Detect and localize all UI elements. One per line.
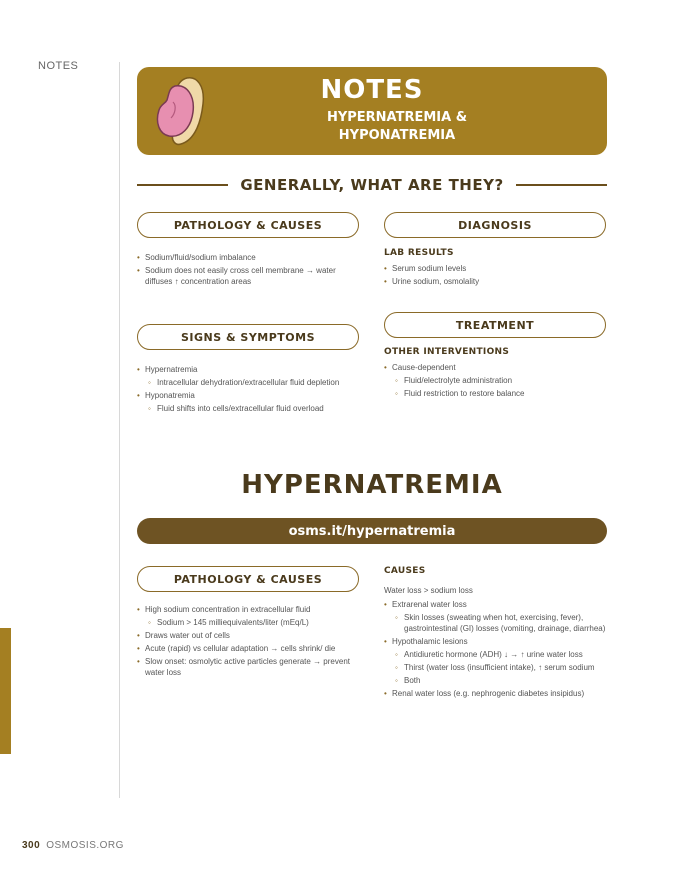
lab-results-subhead: LAB RESULTS — [384, 248, 454, 258]
list-item: • Renal water loss (e.g. nephrogenic diabetes insipidus) — [384, 688, 606, 699]
header-subtitle-line2: HYPONATREMIA — [338, 128, 456, 143]
pathology-list — [137, 252, 359, 289]
list-item: • Sodium/fluid/sodium imbalance — [137, 252, 359, 263]
list-item: • Extrarenal water loss — [384, 599, 606, 610]
general-heading — [137, 172, 607, 198]
footer-site: OSMOSIS.ORG — [46, 840, 124, 851]
list-item: • Serum sodium levels — [384, 263, 606, 274]
treatment-section — [384, 347, 606, 401]
side-label: NOTES — [38, 60, 79, 72]
list-item: • Acute (rapid) vs cellular adaptation → cells shrink/ die — [137, 643, 359, 654]
list-item: • Hyponatremia — [137, 390, 359, 401]
heading-rule-left — [137, 184, 228, 186]
list-item: ◦ Thirst (water loss (insufficient intake), ↑ serum sodium — [384, 662, 606, 673]
list-item: ◦ Skin losses (sweating when hot, exercising, fever), gastrointestinal (GI) losses (vomiting, drainage, diarrhea) — [384, 612, 606, 634]
list-item: ◦ Fluid shifts into cells/extracellular fluid overload — [137, 403, 359, 414]
causes-subhead: CAUSES — [384, 566, 426, 576]
list-item: ◦ Both — [384, 675, 606, 686]
header-subtitle-line1: HYPERNATREMIA & — [326, 110, 468, 125]
list-item: • Cause-dependent — [384, 362, 606, 373]
list-item: ◦ Antidiuretic hormone (ADH) ↓ → ↑ urine water loss — [384, 649, 606, 660]
hyper-pathology-pill: PATHOLOGY & CAUSES — [137, 566, 359, 592]
list-item: ◦ Fluid restriction to restore balance — [384, 388, 606, 399]
header-subtitle — [247, 109, 547, 145]
list-item: ◦ Sodium > 145 milliequivalents/liter (mEq/L) — [137, 617, 359, 628]
side-tab — [0, 628, 11, 754]
pathology-pill: PATHOLOGY & CAUSES — [137, 212, 359, 238]
heading-rule-right — [516, 184, 607, 186]
list-item: • Urine sodium, osmolality — [384, 276, 606, 287]
general-heading-text: GENERALLY, WHAT ARE THEY? — [240, 176, 504, 194]
footer — [22, 840, 124, 851]
list-item: • Sodium does not easily cross cell membrane → water diffuses ↑ concentration areas — [137, 265, 359, 287]
header-banner — [137, 67, 607, 155]
margin-divider — [119, 62, 120, 798]
list-item: • Draws water out of cells — [137, 630, 359, 641]
hyper-pathology-list — [137, 604, 359, 680]
list-item: ◦ Intracellular dehydration/extracellular fluid depletion — [137, 377, 359, 388]
diagnosis-section — [384, 248, 606, 289]
osmosis-link[interactable]: osms.it/hypernatremia — [137, 518, 607, 544]
treatment-pill: TREATMENT — [384, 312, 606, 338]
causes-intro: Water loss > sodium loss — [384, 586, 473, 595]
signs-list — [137, 364, 359, 416]
hyper-causes-section — [384, 566, 606, 701]
page-number: 300 — [22, 840, 41, 851]
signs-pill: SIGNS & SYMPTOMS — [137, 324, 359, 350]
other-interventions-subhead: OTHER INTERVENTIONS — [384, 347, 510, 357]
header-title: NOTES — [320, 75, 424, 105]
diagnosis-pill: DIAGNOSIS — [384, 212, 606, 238]
list-item: • High sodium concentration in extracellular fluid — [137, 604, 359, 615]
list-item: • Hypernatremia — [137, 364, 359, 375]
hypernatremia-title: HYPERNATREMIA — [241, 470, 503, 500]
list-item: • Slow onset: osmolytic active particles generate → prevent water loss — [137, 656, 359, 678]
list-item: ◦ Fluid/electrolyte administration — [384, 375, 606, 386]
list-item: • Hypothalamic lesions — [384, 636, 606, 647]
